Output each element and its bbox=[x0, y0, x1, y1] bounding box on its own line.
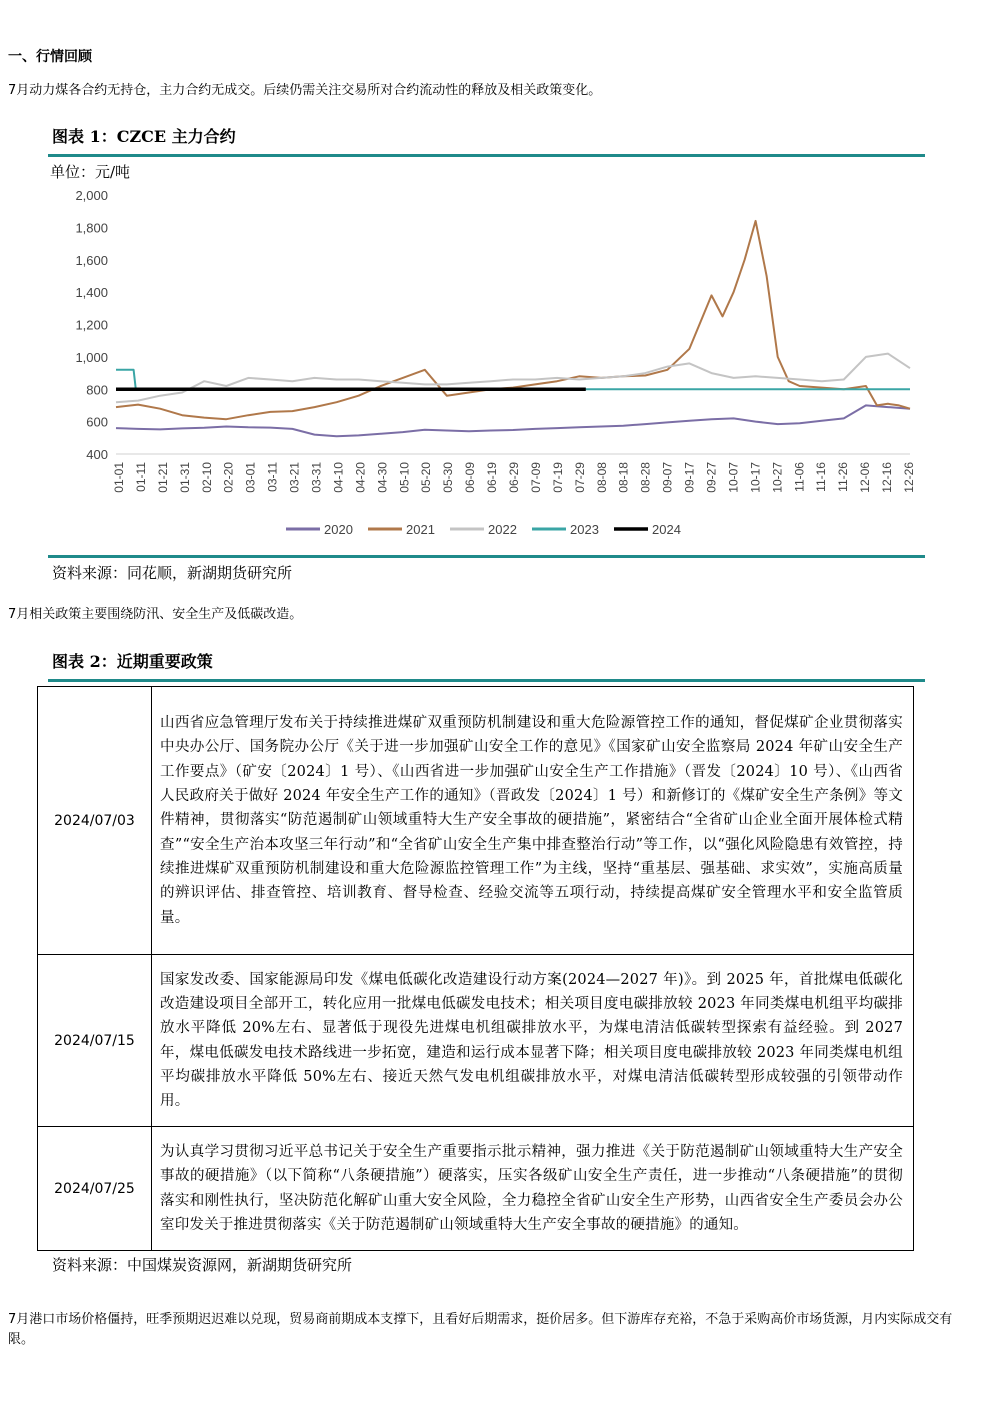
policy-date: 2024/07/03 bbox=[38, 687, 152, 955]
policy-text: 为认真学习贯彻习近平总书记关于安全生产重要指示批示精神，强力推进《关于防范遏制矿山领域重特大生产安全事故的硬措施》（以下简称“八条硬措施”）硬落实，压实各级矿山安全生产责任，进一步推动“八条硬措施”的贯彻落实和刚性执行，坚决防范化解矿山重大安全风险，全力稳控全省矿山安全生产形势，山西省安全生产委员会办公室印发关于推进贯彻落实《关于防范遏制矿山领域重特大生产安全事故的硬措施》的通知。 bbox=[152, 1127, 914, 1251]
x-tick-label: 12-06 bbox=[858, 462, 873, 493]
y-tick-label: 1,400 bbox=[75, 285, 108, 301]
figure2-source: 资料来源：中国煤炭资源网，新湖期货研究所 bbox=[52, 1256, 353, 1274]
table-row bbox=[38, 1127, 914, 1251]
x-tick-label: 07-09 bbox=[528, 462, 543, 493]
x-tick-label: 01-21 bbox=[155, 462, 170, 493]
policy-date: 2024/07/15 bbox=[38, 955, 152, 1127]
x-tick-label: 08-28 bbox=[638, 462, 653, 493]
x-tick-label: 02-10 bbox=[199, 462, 214, 493]
x-tick-label: 08-08 bbox=[594, 462, 609, 493]
table-row bbox=[38, 955, 914, 1127]
czce-main-contract-chart bbox=[48, 160, 928, 555]
x-tick-label: 12-16 bbox=[880, 462, 895, 493]
x-tick-label: 05-20 bbox=[419, 462, 434, 493]
x-tick-label: 11-26 bbox=[836, 462, 851, 492]
x-tick-label: 11-16 bbox=[814, 462, 829, 492]
y-tick-label: 2,000 bbox=[75, 188, 108, 203]
x-tick-label: 05-10 bbox=[397, 462, 412, 493]
legend-label-2022: 2022 bbox=[488, 522, 517, 537]
y-tick-label: 400 bbox=[86, 447, 108, 462]
figure2-top-rule bbox=[48, 679, 925, 682]
legend-label-2024: 2024 bbox=[652, 522, 681, 537]
policy-text: 山西省应急管理厅发布关于持续推进煤矿双重预防机制建设和重大危险源管控工作的通知，督促煤矿企业贯彻落实中央办公厅、国务院办公厅《关于进一步加强矿山安全工作的意见》《国家矿山安全监察局 2024 年矿山安全生产工作要点》（矿安〔2024〕1 号）、《山西省进一步加强矿山安全生产工作措施》（晋发〔2024〕10 号）、《山西省人民政府关于做好 2024 年安全生产工作的通知》（晋政发〔2024〕1 号）和新修订的《煤矿安全生产条例》等文件精神，贯彻落实“防范遏制矿山领域重特大生产安全事故的硬措施”，紧密结合“全省矿山企业全面开展体检式精查”“安全生产治本攻坚三年行动”和“全省矿山安全生产集中排查整治行动”等工作，以“强化风险隐患有效管控，持续推进煤矿双重预防机制建设和重大危险源监控管理工作”为主线，坚持“重基层、强基础、求实效”，实施高质量的辨识评估、排查管控、培训教育、督导检查、经验交流等五项行动，持续提高煤矿安全管理水平和安全监管质量。 bbox=[152, 687, 914, 955]
paragraph-market-review: 7月动力煤各合约无持仓，主力合约无成交。后续仍需关注交易所对合约流动性的释放及相关政策变化。 bbox=[8, 83, 602, 98]
x-tick-label: 06-29 bbox=[507, 462, 521, 493]
policy-text: 国家发改委、国家能源局印发《煤电低碳化改造建设行动方案(2024—2027 年)》。到 2025 年，首批煤电低碳化改造建设项目全部开工，转化应用一批煤电低碳发电技术；相关项目度电碳排放较 2023 年同类煤电机组平均碳排放水平降低 20%左右、显著低于现役先进煤电机组碳排放水平，为煤电清洁低碳转型探索有益经验。到 2027 年，煤电低碳发电技术路线进一步拓宽，建造和运行成本显著下降；相关项目度电碳排放较 2023 年同类煤电机组平均碳排放水平降低 50%左右、接近天然气发电机组碳排放水平，对煤电清洁低碳转型形成较强的引领带动作用。 bbox=[152, 955, 914, 1127]
x-tick-label: 03-11 bbox=[265, 462, 280, 492]
x-tick-label: 02-20 bbox=[221, 462, 236, 493]
x-tick-label: 01-11 bbox=[133, 462, 148, 492]
paragraph-port-market: 7月港口市场价格僵持，旺季预期迟迟难以兑现，贸易商前期成本支撑下，且看好后期需求，挺价居多。但下游库存充裕，不急于采购高价市场货源，月内实际成交有限。 bbox=[8, 1312, 953, 1347]
policy-date: 2024/07/25 bbox=[38, 1127, 152, 1251]
x-tick-label: 10-17 bbox=[748, 462, 763, 493]
x-tick-label: 04-10 bbox=[331, 462, 346, 493]
x-tick-label: 07-29 bbox=[572, 462, 587, 493]
x-tick-label: 03-21 bbox=[287, 462, 302, 493]
x-tick-label: 09-27 bbox=[704, 462, 719, 493]
legend-label-2020: 2020 bbox=[324, 522, 353, 537]
figure1-source: 资料来源：同花顺，新湖期货研究所 bbox=[52, 564, 293, 582]
series-line-2020 bbox=[116, 405, 910, 436]
chart-unit-label: 单位：元/吨 bbox=[50, 163, 131, 181]
figure2-title: 图表 2：近期重要政策 bbox=[52, 652, 213, 671]
y-tick-label: 600 bbox=[86, 414, 108, 430]
legend-label-2021: 2021 bbox=[406, 522, 435, 537]
x-tick-label: 11-06 bbox=[792, 462, 807, 492]
x-tick-label: 09-07 bbox=[660, 462, 675, 493]
table-row bbox=[38, 687, 914, 955]
x-tick-label: 08-18 bbox=[616, 462, 631, 493]
x-tick-label: 12-26 bbox=[902, 462, 916, 493]
x-tick-label: 07-19 bbox=[550, 462, 565, 493]
y-tick-label: 1,200 bbox=[75, 317, 108, 333]
y-tick-label: 1,000 bbox=[75, 349, 108, 365]
series-line-2022 bbox=[116, 354, 910, 403]
figure1-title: 图表 1：CZCE 主力合约 bbox=[52, 127, 236, 146]
paragraph-policy-intro: 7月相关政策主要围绕防汛、安全生产及低碳改造。 bbox=[8, 607, 303, 622]
y-tick-label: 1,800 bbox=[75, 220, 108, 236]
section-heading: 一、行情回顾 bbox=[8, 49, 92, 65]
x-tick-label: 10-07 bbox=[726, 462, 741, 493]
x-tick-label: 09-17 bbox=[682, 462, 697, 493]
figure1-top-rule bbox=[48, 154, 925, 157]
x-tick-label: 06-09 bbox=[463, 462, 478, 493]
x-tick-label: 04-20 bbox=[353, 462, 368, 493]
x-tick-label: 01-31 bbox=[177, 462, 192, 493]
x-tick-label: 03-01 bbox=[243, 462, 258, 493]
y-tick-label: 1,600 bbox=[75, 252, 108, 268]
x-tick-label: 05-30 bbox=[441, 462, 456, 493]
x-tick-label: 06-19 bbox=[485, 462, 500, 493]
legend-label-2023: 2023 bbox=[570, 522, 599, 537]
x-tick-label: 01-01 bbox=[112, 462, 126, 493]
policy-table bbox=[37, 686, 914, 1251]
x-tick-label: 04-30 bbox=[375, 462, 390, 493]
x-tick-label: 10-27 bbox=[770, 462, 785, 493]
figure1-bottom-rule bbox=[48, 555, 925, 558]
y-tick-label: 800 bbox=[86, 382, 108, 398]
x-tick-label: 03-31 bbox=[309, 462, 324, 493]
